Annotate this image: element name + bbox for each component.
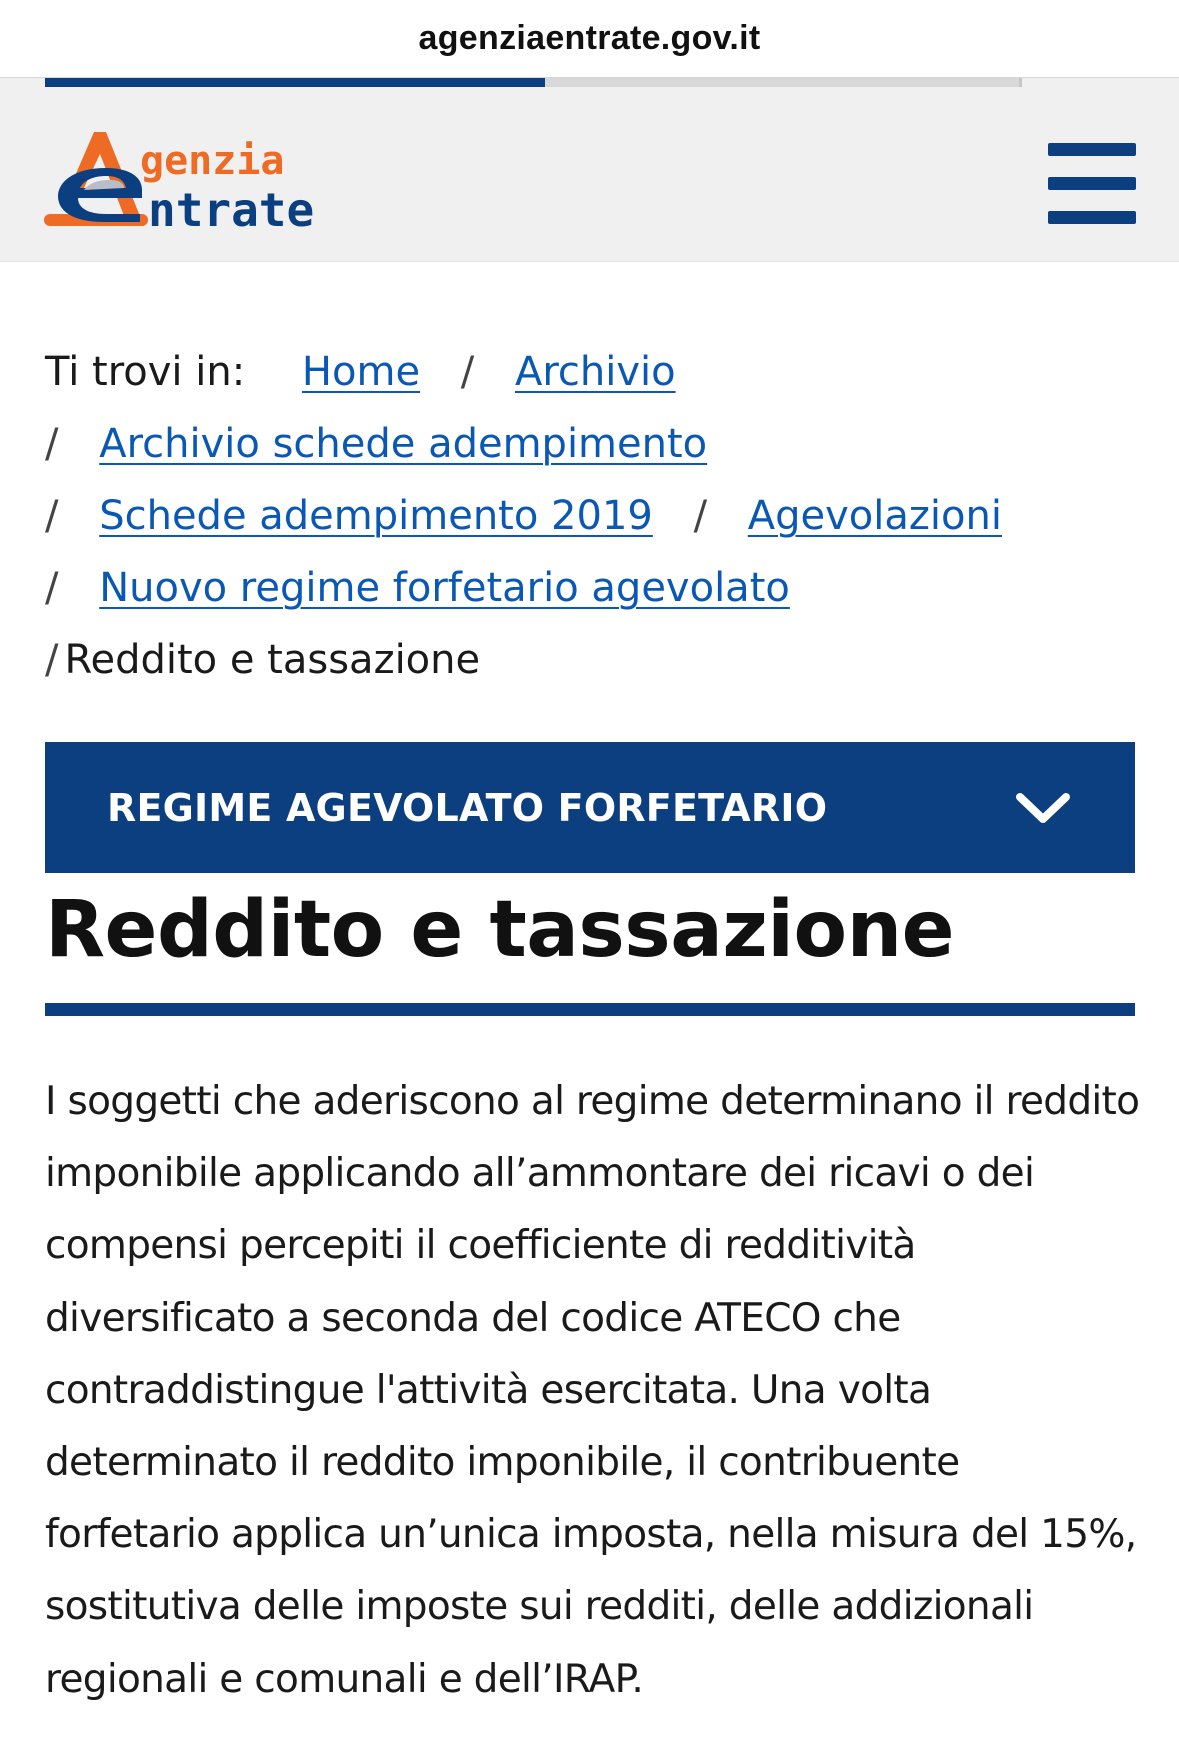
page-load-track [545, 78, 1019, 87]
breadcrumb-row-2 [45, 408, 1135, 480]
site-header [0, 78, 1179, 262]
breadcrumb-link-nuovo-regime[interactable]: Nuovo regime forfetario agevolato [99, 565, 790, 611]
breadcrumb-row-1 [45, 336, 1135, 408]
breadcrumb-link-agevolazioni[interactable]: Agevolazioni [747, 493, 1002, 539]
section-dropdown[interactable] [45, 742, 1135, 873]
breadcrumb-link-archivio[interactable]: Archivio [514, 349, 676, 395]
hamburger-line-middle [1048, 177, 1136, 190]
breadcrumb-link-home[interactable]: Home [301, 349, 421, 395]
hamburger-menu-icon[interactable] [1048, 143, 1136, 225]
breadcrumb-separator: / [693, 493, 708, 539]
page-load-tick [1019, 78, 1022, 87]
logo-text-line2: ntrate [148, 183, 315, 237]
breadcrumb-separator: / [45, 565, 59, 611]
breadcrumb-separator: / [45, 421, 59, 467]
hamburger-line-top [1048, 143, 1136, 156]
title-divider [45, 1003, 1135, 1016]
breadcrumb-separator: / [460, 349, 475, 395]
breadcrumb-link-schede-2019[interactable]: Schede adempimento 2019 [99, 493, 653, 539]
body-paragraph: I soggetti che aderiscono al regime determinano il reddito imponibile applicando all’ammontare dei ricavi o dei compensi percepiti il coefficiente di redditività diversificato a seconda del codice ATECO che contraddistingue l'attività esercitata. Una volta determinato il reddito imponibile, il contribuente forfetario applica un’unica imposta, nella misura del 15%, sostitutiva delle imposte sui redditi, delle addizionali regionali e comunali e dell’IRAP. [45, 1079, 1140, 1702]
section-title: REGIME AGEVOLATO FORFETARIO [107, 785, 828, 830]
breadcrumb-separator: / [45, 637, 59, 683]
url-text: agenziaentrate.gov.it [418, 19, 761, 57]
breadcrumb-current: Reddito e tassazione [64, 637, 481, 683]
breadcrumb-link-archivio-schede[interactable]: Archivio schede adempimento [99, 421, 708, 467]
breadcrumb-row-5 [45, 624, 1135, 696]
address-bar[interactable] [0, 0, 1179, 78]
breadcrumb-label: Ti trovi in: [45, 349, 246, 395]
logo-text-line1: genzia [140, 138, 285, 184]
breadcrumb-row-3 [45, 480, 1135, 552]
agenzia-entrate-logo-icon [44, 130, 384, 240]
hamburger-line-bottom [1048, 211, 1136, 224]
agenzia-entrate-logo[interactable] [44, 130, 384, 240]
page-title: Reddito e tassazione [45, 885, 955, 975]
breadcrumb [45, 336, 1135, 696]
breadcrumb-row-4 [45, 552, 1135, 624]
page-load-progress [45, 78, 545, 87]
chevron-down-icon [1015, 791, 1071, 825]
breadcrumb-separator: / [45, 493, 59, 539]
